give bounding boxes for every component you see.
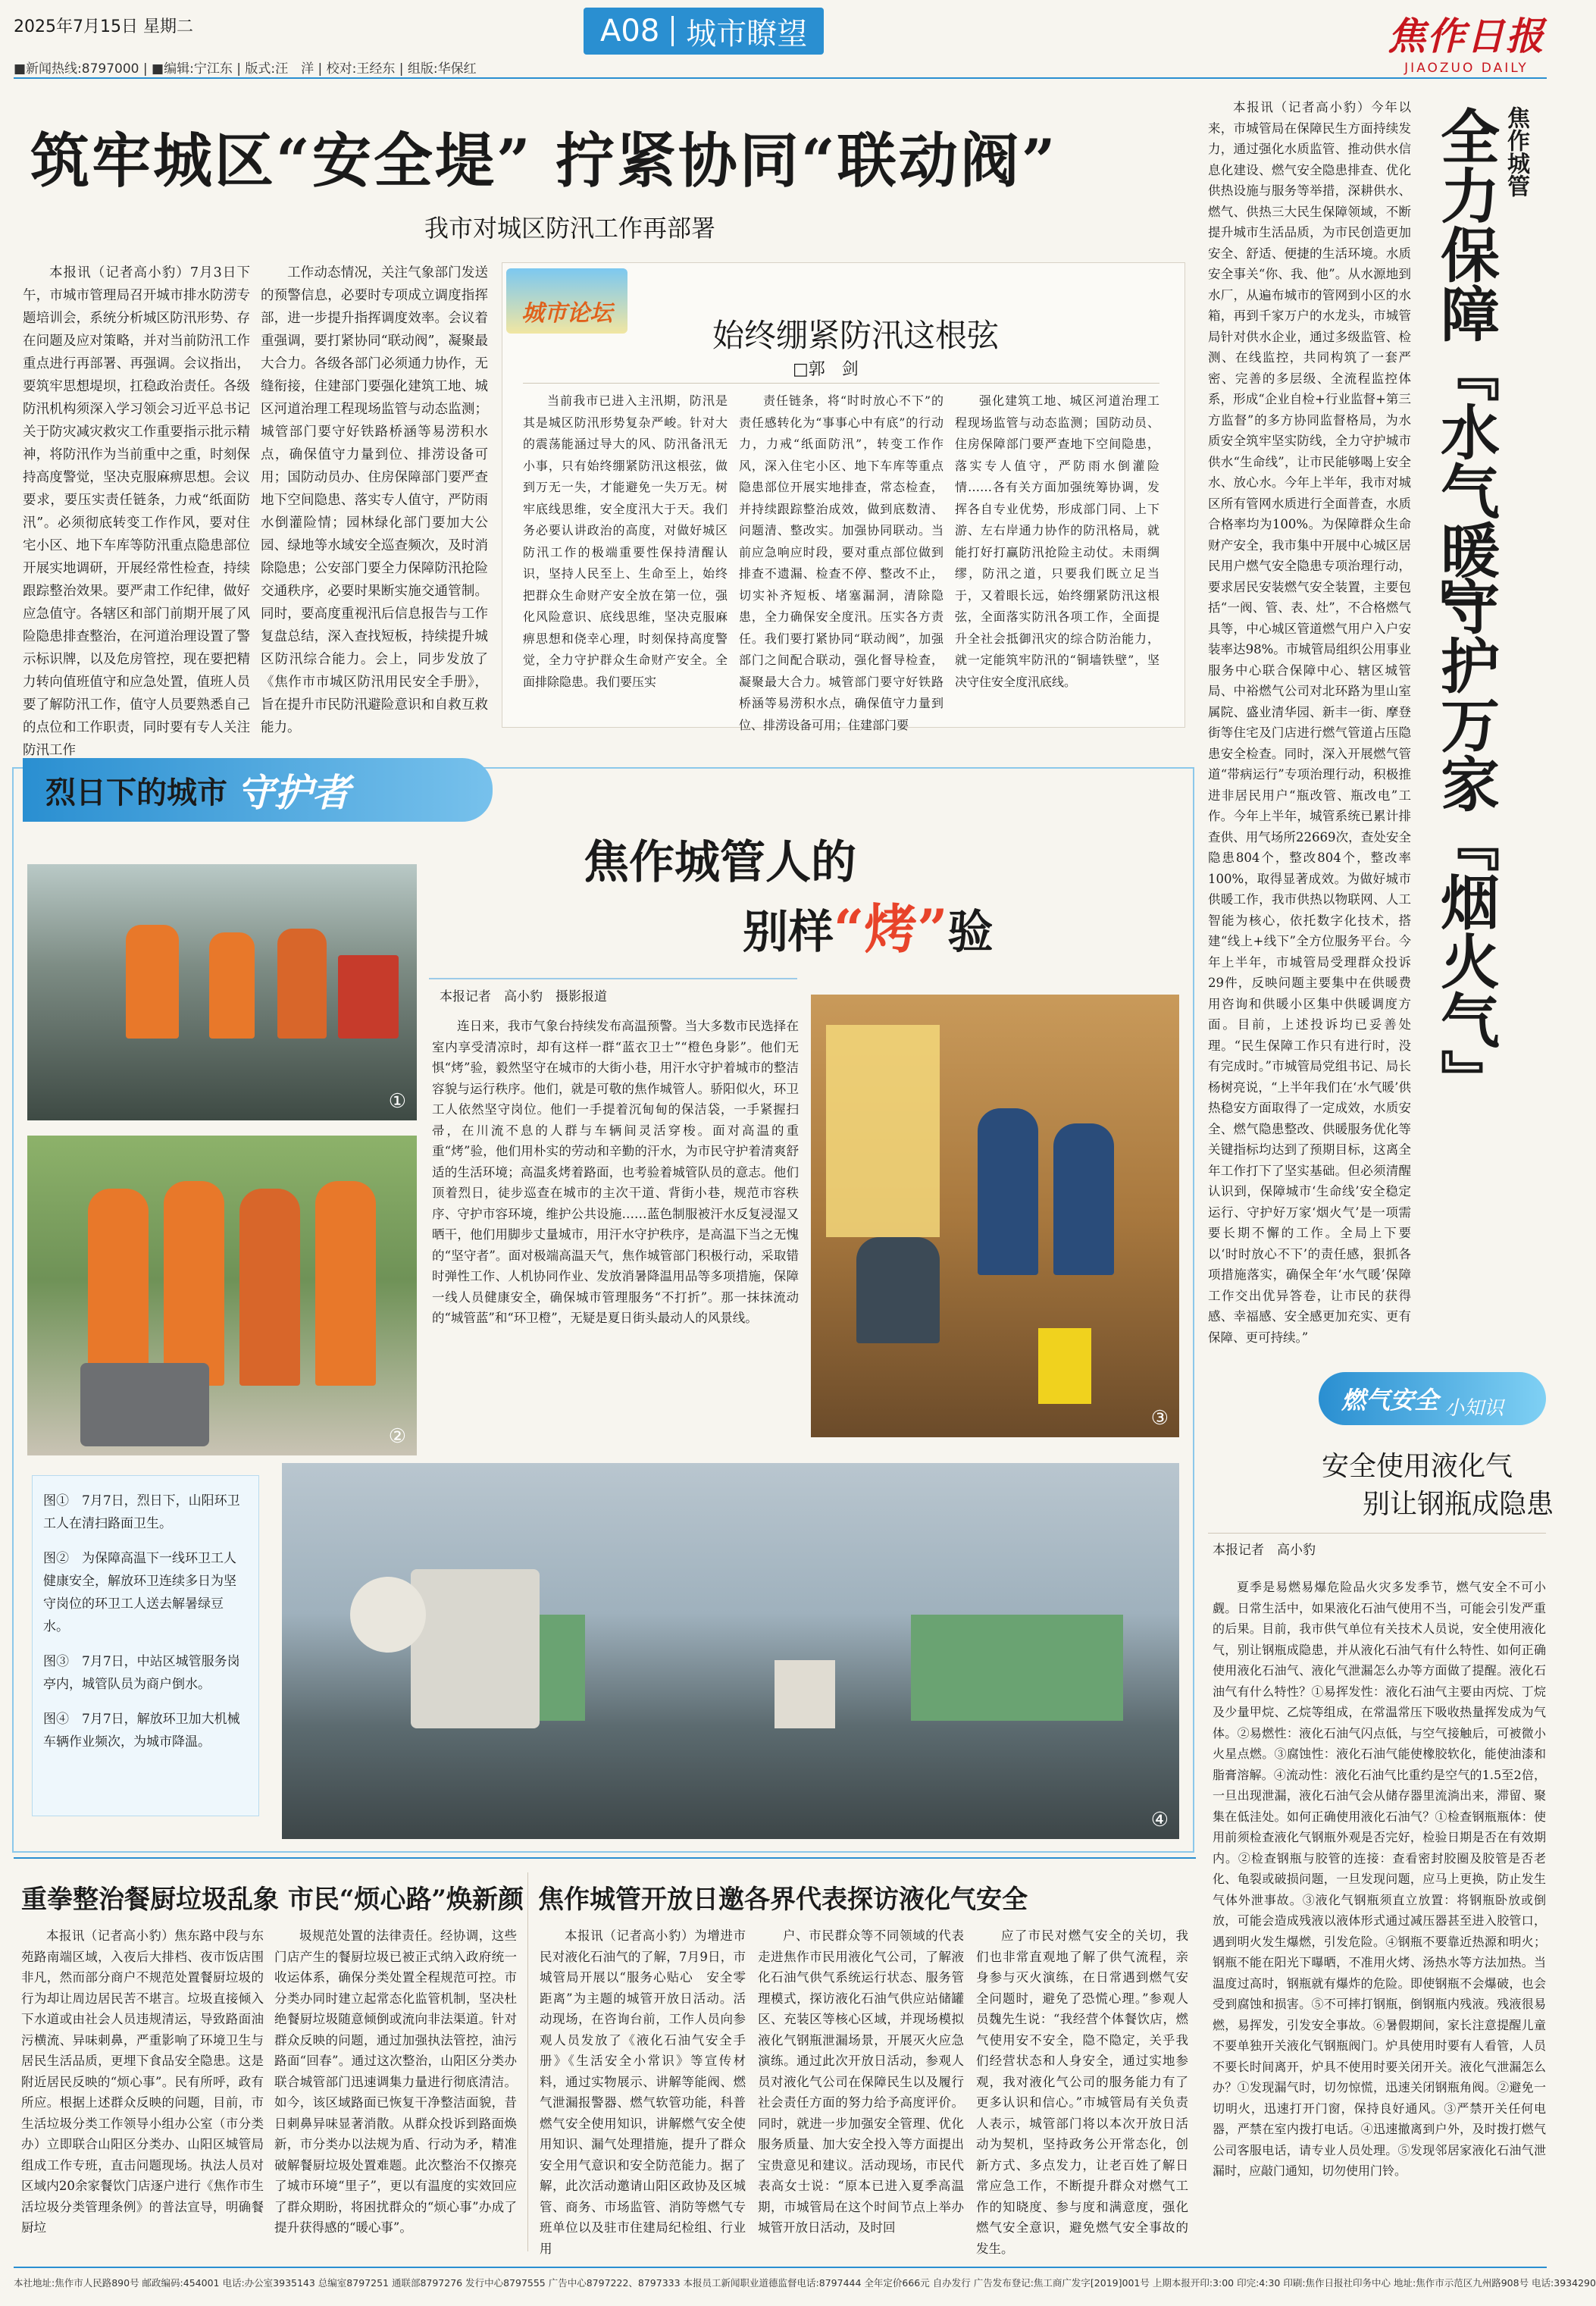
caption-3: 图③ 7月7日，中站区城管服务岗亭内，城管队员为商户倒水。 <box>43 1654 240 1692</box>
photo-1-worker-b <box>209 932 255 1039</box>
lead-column-1: 本报讯（记者高小豹）7月3日下午，市城市管理局召开城市排水防涝专题培训会，系统分析城区防汛形势、存在问题及应对策略，并对当前防汛工作重点进行再部署、再强调。会议指出，要筑牢思想堤坝，扛稳政治责任。各级防汛机构须深入学习领会习近平总书记关于防灾减灾救灾工作重要指示批示精神，将防汛作为当前重中之重，时刻保持高度警觉，坚决克服麻痹思想。会议要求，要压实责任链条，力戒“纸面防汛”。必须彻底转变工作作风，要对住宅小区、地下车库等防汛重点隐患部位开展实地调研，开展经常性检查，持续跟踪整治效果。要严肃工作纪律，做好应急值守。各辖区和部门前期开展了风险隐患排查整治，在河道治理设置了警示标识牌，以及危房管控，现在要把精力转向值班值守和应急处置，值班人员要了解防汛工作，值守人员要熟悉自己的点位和工作职责，同时要有专人关注防汛工作 <box>23 265 250 758</box>
photo-3-shopkeeper <box>856 1237 940 1343</box>
photo-1-marker: ① <box>388 1090 406 1113</box>
footer-rule <box>14 2267 1547 2268</box>
bottom-mid-column-1: 本报讯（记者高小豹）为增进市民对液化石油气的了解，7月9日，市城管局开展以“服务心贴心 安全零距离”为主题的城管开放日活动。活动现场，在咨询台前，工作人员向参观人员发放了《液化石油气安全手册》《生活安全小常识》等宣传材料，通过实物展示、讲解等能阀、燃气泄漏报警器、燃气软管功能，科普燃气安全使用知识，讲解燃气安全使用知识、漏气处理措施，提升了群众安全用气意识和安全防范能力。据了解，此次活动邀请山阳区政协及区城管、商务、市场监管、消防等燃气专班单位以及驻市住建局纪检组、行业用 <box>540 1928 746 2256</box>
photo-3-kiosk <box>811 995 1179 1437</box>
photo-4-marker: ④ <box>1150 1809 1169 1831</box>
caption-1: 图① 7月7日，烈日下，山阳环卫工人在清扫路面卫生。 <box>43 1493 240 1531</box>
photo-4-truck <box>411 1569 540 1728</box>
bottom-rule <box>14 1857 1196 1859</box>
gas-title-line2: 别让钢瓶成隐患 <box>1363 1489 1554 1520</box>
photo-4-second-truck <box>775 1660 835 1728</box>
photo-3-window <box>826 1025 940 1237</box>
feature-banner-text-b: 守护者 <box>236 771 350 815</box>
gas-tag-b: 小知识 <box>1444 1396 1504 1420</box>
gas-title-line1: 安全使用液化气 <box>1322 1451 1513 1482</box>
caption-2: 图② 为保障高温下一线环卫工人健康安全，解放环卫连续多日为坚守岗位的环卫工人送去解暑绿豆水。 <box>43 1551 236 1634</box>
photo-2-worker-b <box>164 1181 224 1386</box>
feature-captions <box>32 1475 259 1816</box>
bottom-left-headline: 重拳整治餐厨垃圾乱象 市民“烦心路”焕新颜 <box>21 1885 524 1915</box>
lead-subheadline: 我市对城区防汛工作再部署 <box>424 214 716 243</box>
feature-title-highlight: “烤” <box>834 898 948 960</box>
bottom-mid-column-3: 应了市民对燃气安全的关切，我们也非常直观地了解了供气流程，亲身参与灭火演练，在日常遇到燃气安全问题时，避免了恐慌心理。”参观人员魏先生说：“我经营个体餐饮店，燃气使用安不安全，隐不隐定，关乎我们经营状态和人身安全，通过实地参观，我对液化气公司的服务能力有了更多认识和信心。”市城管局有关负责人表示，城管部门将以本次开放日活动为契机，坚持政务公开常态化，创新方式、多点发力，让老百姓了解日常应急工作，不断提升群众对燃气工作的知晓度、参与度和满意度，强化燃气安全意识，避免燃气安全事故的发生。 <box>976 1928 1188 2256</box>
bottom-mid-column-2: 户、市民群众等不同领域的代表走进焦作市民用液化气公司，了解液化石油气供气系统运行状态、服务管理模式，探访液化石油气供应站储罐区、充装区等核心区域，并现场模拟液化气钢瓶泄漏场景，开展灭火应急演练。通过此次开放日活动，参观人员对液化气公司在保障民生以及履行社会责任方面的努力给予高度评价。同时，就进一步加强安全管理、优化服务质量、加大安全投入等方面提出宝贵意见和建议。活动现场，市民代表高女士说：“原本已进入夏季高温期，市城管局在这个时间节点上举办城管开放日活动，及时回 <box>758 1928 964 2235</box>
photo-1-worker-a <box>126 925 179 1039</box>
forum-author: □郭 剑 <box>793 360 859 379</box>
forum-title: 始终绷紧防汛这根弦 <box>712 317 1000 354</box>
photo-1-worker-c <box>277 929 327 1039</box>
section-name: 城市瞭望 <box>686 16 808 52</box>
forum-logo <box>506 268 627 334</box>
forum-rule <box>523 383 1159 384</box>
lead-headline: 筑牢城区“安全堤” 拧紧协同“联动阀” <box>30 127 1058 196</box>
photo-3-officer-b <box>1053 1123 1114 1275</box>
feature-title-line1: 焦作城管人的 <box>584 836 856 889</box>
side-kicker: 焦作城管 <box>1503 106 1529 197</box>
side-title-line2: 守护万家『烟火气』 <box>1431 576 1500 1108</box>
gas-body: 夏季是易燃易爆危险品火灾多发季节，燃气安全不可小觑。日常生活中，如果液化石油气使用不当，可能会引发严重的后果。目前，我市供气单位有关技术人员说，安全使用液化气，别让钢瓶成隐患，并从液化石油气有什么特性、如何正确使用液化石油气、液化气泄漏怎么办等方面做了提醒。液化石油气有什么特性？①易挥发性：液化石油气主要由丙烷、丁烷及少量甲烷、乙烷等组成，在常温常压下吸收热量挥发成为气体。②易燃性：液化石油气闪点低，与空气接触后，可被微小火星点燃。③腐蚀性：液化石油气能使橡胶软化，能使油漆和脂膏溶解。④流动性：液化石油气比重约是空气的1.5至2倍，一旦出现泄漏，液化石油气会从储存器里流淌出来，滞留、聚集在低洼处。如何正确使用液化石油气？①检查钢瓶瓶体：使用前须检查液化气钢瓶外观是否完好，检验日期是否在有效期内。②检查钢瓶与胶管的连接：查看密封胶圈及胶管是否老化、龟裂或破损问题，一旦发现问题，应马上更换，防止发生气体外泄事故。③液化气钢瓶须直立放置：将钢瓶卧放或倒放，可能会造成残液以液体形式通过减压器甚至进入胶管口，遇到明火发生爆燃，引发危险。④钢瓶不要靠近热源和明火；钢瓶不能在阳光下曝晒，不准用火烤、汤热水等方法加热。当温度过高时，钢瓶就有爆炸的危险。即使钢瓶不会爆破，也会受到腐蚀和损害。⑤不可摔打钢瓶，倒钢瓶内残液。残液很易燃，易挥发，引发安全事故。⑥暑假期间，家长注意提醒儿童不要单独开关液化气钢瓶阀门。炉具使用时要有人看管，人员不要长时间离开，炉具不使用时要关闭开关。液化气泄漏怎么办？①发现漏气时，切勿惊慌，迅速关闭钢瓶角阀。②避免一切明火，迅速打开门窗，保持良好通风。③严禁开关任何电器，严禁在室内拨打电话。④迅速撤离到户外，及时拨打燃气公司客服电话，请专业人员处理。⑤发现邻居家液化石油气泄漏时，应敲门通知，切勿使用门铃。 <box>1213 1580 1546 2178</box>
feature-title-line2 <box>743 887 994 963</box>
feature-body: 连日来，我市气象台持续发布高温预警。当大多数市民选择在室内享受清凉时，却有这样一群“蓝衣卫士”“橙色身影”。他们无惧“烤”验，毅然坚守在城市的大街小巷，用汗水守护着城市的整洁容貌与运行秩序。他们，就是可敬的焦作城管人。骄阳似火，环卫工人依然坚守岗位。他们一手提着沉甸甸的保洁袋，一手紧握扫帚，在川流不息的人群与车辆间灵活穿梭。面对高温的重重“烤”验，他们用朴实的劳动和辛勤的汗水，为市民守护着清爽舒适的生活环境；高温炙烤着路面，也考验着城管队员的意志。他们顶着烈日，徒步巡查在城市的主次干道、背街小巷，规范市容秩序、守护市容环境，维护公共设施……蓝色制服被汗水反复浸湿又晒干，他们用脚步丈量城市，用汗水守护秩序，是高温下当之无愧的“坚守者”。面对极端高温天气，焦作城管部门积极行动，采取错时弹性工作、人机协同作业、发放消暑降温用品等多项措施，保障一线人员健康安全，确保城市管理服务“不打折”。那一抹抹流动的“城管蓝”和“环卫橙”，无疑是夏日街头最动人的风景线。 <box>432 1019 799 1325</box>
photo-2-worker-d <box>315 1181 376 1386</box>
logo-chinese: 焦作日报 <box>1388 14 1545 58</box>
lead-column-2: 工作动态情况，关注气象部门发送的预警信息，必要时专项成立调度指挥部，进一步提升指挥调度效率。会议着重强调，要打紧协同“联动阀”，凝聚最大合力。各级各部门必须通力协作，无缝衔接，住建部门要强化建筑工地、城区河道治理工程现场监管与动态监测；城管部门要守好铁路桥涵等易涝积水点，确保值守力量到位、排涝设备可用；国防动员办、住房保障部门要严查地下空间隐患、落实专人值守，严防雨水倒灌险情；园林绿化部门要加大公园、绿地等水域安全巡查频次，及时消除隐患；公安部门要全力保障防汛抢险交通秩序，必要时果断实施交通管制。同时，要高度重视汛后信息报告与工作复盘总结，深入查找短板，持续提升城区防汛综合能力。会上，同步发放了《焦作市市城区防汛用民安全手册》，旨在提升市民防汛避险意识和自救互救能力。 <box>261 265 488 735</box>
photo-1-street-cleaning <box>27 864 417 1120</box>
forum-logo-text: 城市论坛 <box>521 300 612 327</box>
photo-3-stool <box>1038 1328 1091 1404</box>
photo-3-officer-a <box>978 1108 1038 1275</box>
feature-byline-rule <box>429 978 797 979</box>
side-title-line1: 全力保障『水气暖』 <box>1431 106 1500 638</box>
issue-date: 2025年7月15日 星期二 <box>14 17 193 36</box>
footer-info: 本社地址:焦作市人民路890号 邮政编码:454001 电话:办公室3935143 总编室8797251 通联部8797276 发行中心8797555 广告中心8797222、8797333 本报员工新闻职业道德监督电话:8797444 全年定价666元 自办发行 广告发布登记:焦工商广发字[2019]001号 上期本报开印:3:00 印完:4:30 印刷:焦作日报社印务中心 地址:焦作市示范区九州路908号 电话:3934290 <box>14 2277 1596 2289</box>
gas-tag <box>1319 1372 1546 1425</box>
photo-1-cart <box>338 955 399 1039</box>
feature-title-part-c: 验 <box>947 906 994 959</box>
feature-title-part-a: 别样 <box>743 906 834 959</box>
side-body: 本报讯（记者高小豹）今年以来，市城管局在保障民生方面持续发力，通过强化水质监管、推动供水信息化建设、燃气安全隐患排查、优化供热设施与服务等举措，深耕供水、燃气、供热三大民生保障领域，不断提升城市生活品质，为市民创造更加安全、舒适、便捷的生活环境。水质安全事关“你、我、他”。从水源地到水厂，从遍布城市的管网到小区的水箱，再到千家万户的水龙头，市城管局针对供水企业，通过多级监管、检测、在线监控，共同构筑了一套严密、完善的多层级、全流程监控体系，形成“企业自检+行业监督+第三方监督”的多方协同监督格局，为水质安全筑牢坚实防线，全力守护城市供水“生命线”，让市民能够喝上安全水、放心水。今年上半年，我市对城区所有管网水质进行全面普查，水质合格率均为100%。为保障群众生命财产安全，我市集中开展中心城区居民用户燃气安全隐患专项治理行动，要求居民安装燃气安全装置，主要包括“一阀、管、表、灶”，不合格燃气具等，中心城区管道燃气用户入户安装率达98%。市城管局组织公用事业服务中心联合保障中心、辖区城管局、中裕燃气公司对北环路为里山室属院、盛业清华园、新丰一街、摩登街等住宅及门店进行燃气管道占压隐患安全检查。同时，深入开展燃气管道“带病运行”专项治理行动，积极推进非居民用户“瓶改管、瓶改电”工作。今年上半年，城管系统已累计排查供、用气场所22669次，查处安全隐患804个，整改804个，整改率100%，取得显著成效。为做好城市供暖工作，我市供热以物联网、人工智能为核心，依托数字化技术，搭建“线上+线下”全方位服务平台。今年上半年，市城管局受理群众投诉29件，反映问题主要集中在供暖费用咨询和供暖小区集中供暖调度方面。目前，上述投诉均已妥善处理。“民生保障工作只有进行时，没有完成时。”市城管局党组书记、局长杨树亮说，“上半年我们在‘水气暖’供热稳安方面取得了一定成效，水质安全、燃气隐患整改、供暖服务优化等关键指标均达到了预期目标，这离全年工作打下了坚实基础。但必须清醒认识到，保障城市‘生命线’安全稳定运行、守护好万家‘烟火气’是一项需要长期不懈的工作。全局上下要以‘时时放心不下’的责任感，狠抓各项措施落实，确保全年‘水气暖’保障工作交出优异答卷，让市民的获得感、幸福感、安全感更加充实、更有保障、更可持续。” <box>1208 100 1411 1345</box>
header-rule <box>14 77 1547 79</box>
photo-2-mung-bean-water <box>27 1136 417 1455</box>
page-tab-divider <box>671 16 674 46</box>
photo-4-fog-cannon <box>350 1577 426 1653</box>
photo-2-pot <box>80 1363 209 1446</box>
gas-byline: 本报记者 高小豹 <box>1213 1543 1316 1558</box>
caption-4: 图④ 7月7日，解放环卫加大机械车辆作业频次，为城市降温。 <box>43 1712 240 1750</box>
bottom-column-divider <box>527 1872 528 2251</box>
forum-column-1: 当前我市已进入主汛期，防汛是其是城区防汛形势复杂严峻。针对大的震荡能涵过导大的风、防汛备汛无小事，只有始终绷紧防汛这根弦，做到万无一失，才能避免一失万无。树牢底线思维，安全度汛大于天。我们务必要认讲政治的高度，对做好城区防汛工作的极端重要性保持清醒认识，坚持人民至上、生命至上，始终把群众生命财产安全放在第一位，强化风险意识、底线思维，坚决克服麻痹思想和侥幸心理，时刻保持高度警觉，全力守护群众生命财产安全。全面排除隐患。我们要压实 <box>523 393 728 689</box>
photo-2-worker-a <box>88 1189 149 1386</box>
bottom-mid-headline: 焦作城管开放日邀各界代表探访液化气安全 <box>538 1885 1028 1915</box>
bottom-left-column-1: 本报讯（记者高小豹）焦东路中段与东苑路南端区域，入夜后大排档、夜市饭店围非凡，然而部分商户不规范处置餐厨垃圾的行为却让周边居民苦不堪言。垃圾直接倾入下水道或由社会人员违规清运，导致路面油污横流、异味刺鼻，严重影响了环境卫生与居民生活品质，更埋下食品安全隐患。这是附近居民反映的“烦心事”。民有所呼，政有所应。根据上述群众反映的问题，目前，市生活垃圾分类工作领导小组办公室（市分类办）立即联合山阳区分类办、山阳区城管局组成工作专班，直击问题现场。执法人员对区域内20余家餐饮门店逐户进行《焦作市生活垃圾分类管理条例》的普法宣导，明确餐厨垃 <box>21 1928 264 2235</box>
gas-tag-a: 燃气安全 <box>1341 1386 1439 1415</box>
newspaper-logo <box>1388 6 1545 76</box>
photo-4-spray-truck <box>282 1463 1179 1839</box>
logo-english: JIAOZUO DAILY <box>1404 61 1529 76</box>
page-number: A08 <box>600 14 660 49</box>
photo-4-trees-right <box>911 1615 1123 1721</box>
feature-banner <box>23 758 493 822</box>
feature-byline: 本报记者 高小豹 摄影报道 <box>440 989 607 1004</box>
photo-2-marker: ② <box>388 1425 406 1448</box>
photo-2-worker-c <box>239 1189 300 1386</box>
bottom-left-column-2: 圾规范处置的法律责任。经协调，这些门店产生的餐厨垃圾已被正式纳入政府统一收运体系，确保分类处置全程规范可控。市分类办同时建立起常态化监管机制，坚决杜绝餐厨垃圾随意倾倒或流向非法渠道。针对群众反映的问题，通过加强执法管控，油污路面“回春”。通过这次整治，山阳区分类办联合城管部门迅速调集力量进行彻底清洁。如今，该区域路面已恢复干净整洁面貌，昔日刺鼻异味显著消散。从群众投诉到路面焕新，市分类办以法规为盾、行动为矛，精准破解餐厨垃圾处置难题。此次整治不仅擦亮了城市环境“里子”，更以有温度的实效回应了群众期盼，将困扰群众的“烦心事”办成了提升获得感的“暖心事”。 <box>274 1928 517 2235</box>
page-tab <box>584 8 824 55</box>
forum-column-2: 责任链条，将“时时放心不下”的责任感转化为“事事心中有底”的行动力，力戒“纸面防汛”，转变工作作风，深入住宅小区、地下车库等重点隐患部位开展实地排查，常态检查，并持续跟踪整治成效，做到底数清、问题清、整改实。加强协同联动。当前应急响应时段，要对重点部位做到排查不遗漏、检查不停、整改不止，切实补齐短板、堵塞漏洞，清除隐患，全力确保安全度汛。压实各方责任。我们要打紧协同“联动阀”，加强部门之间配合联动，强化督导检查，凝聚最大合力。城管部门要守好铁路桥涵等易涝积水点，确保值守力量到位、排涝设备可用；住建部门要 <box>739 393 944 732</box>
gas-rule <box>1208 1533 1546 1534</box>
editorial-meta: ■新闻热线:8797000 | ■编辑:宁江东 | 版式:汪 洋 | 校对:王经东 | 组版:华保红 <box>14 61 477 77</box>
forum-column-3: 强化建筑工地、城区河道治理工程现场监管与动态监测；国防动员、住房保障部门要严查地下空间隐患，落实专人值守，严防雨水倒灌险情……各有关方面加强统筹协调，发挥各自专业优势，形成部门同、上下游、左右岸通力协作的防汛格局，就能打好打赢防汛抢险主动仗。未雨绸缪，防汛之道，只要我们既立足当于，又着眼长远，始终绷紧防汛这根弦，全面落实防汛各项工作，全面提升全社会抵御汛灾的综合防治能力，就一定能筑牢防汛的“铜墙铁壁”，坚决守住安全度汛底线。 <box>955 393 1159 689</box>
feature-banner-text-a: 烈日下的城市 <box>45 774 227 810</box>
photo-3-marker: ③ <box>1150 1407 1169 1430</box>
